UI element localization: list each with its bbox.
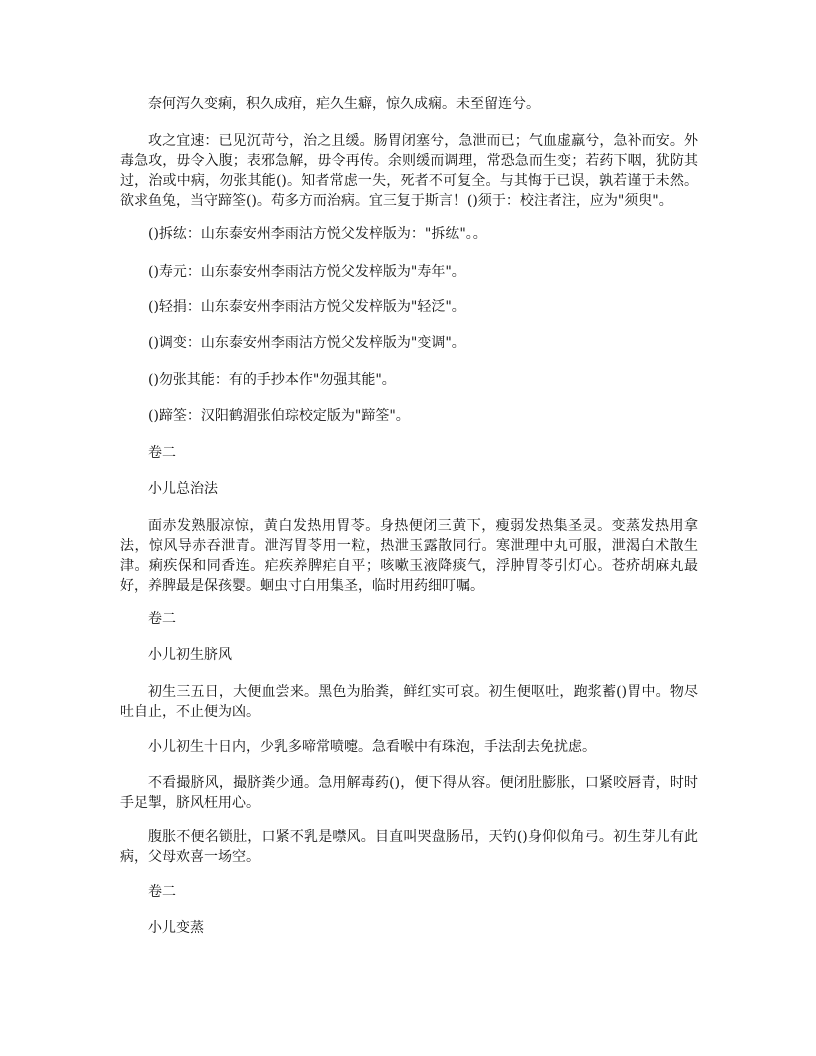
- paragraph-9: 面赤发熟服凉惊，黄白发热用胃苓。身热便闭三黄下，瘦弱发热集圣灵。变蒸发热用拿法，惊风导赤吞泄青。泄泻胃苓用一粒，热泄玉露散同行。寒泄理中丸可服，泄渴白术散生津。痢疾保和同香连。疟疾养脾疟自平；咳嗽玉液降痰气，浮肿胃苓引灯心。苍疥胡麻丸最好，养脾最是保孩婴。蛔虫寸白用集圣，临时用药细叮嘱。: [120, 518, 698, 594]
- paragraph-1: 奈何泻久变痢，积久成疳，疟久生癖，惊久成痫。未至留连兮。: [148, 96, 540, 112]
- section-heading: 卷二: [148, 884, 176, 900]
- section-title: 小儿总治法: [148, 481, 218, 497]
- section-heading: 卷二: [148, 445, 176, 461]
- paragraph-2: 攻之宜速：已见沉苛兮，治之且缓。肠胃闭塞兮，急泄而已；气血虚羸兮，急补而安。外毒急攻，毋令入腹；表邪急解，毋令再传。余则缓而调理，常恐急而生变；若药下咽，犹防其过，治或中病，勿张其能()。知者常虑一失，死者不可复全。与其悔于已误，孰若谨于未然。欲求鱼兔，当守蹄筌()。苟多方而治病。宜三复于斯言！()须于：校注者注，应为"须臾"。: [120, 133, 698, 209]
- paragraph-8: ()蹄筌：汉阳鹤湄张伯琮校定版为"蹄筌"。: [148, 408, 410, 424]
- paragraph-7: ()勿张其能：有的手抄本作"勿强其能"。: [148, 372, 396, 388]
- section-title: 小儿变蒸: [148, 920, 204, 936]
- paragraph-4: ()寿元：山东泰安州李雨沽方悦父发梓版为"寿年"。: [148, 264, 466, 280]
- paragraph-10: 初生三五日，大便血尝来。黑色为胎粪，鲜红实可哀。初生便呕吐，跑浆蓄()胃中。物尽吐自止，不止便为凶。: [120, 684, 698, 720]
- paragraph-11: 小儿初生十日内，少乳多啼常喷嚏。急看喉中有珠泡，手法刮去免扰虑。: [148, 739, 596, 755]
- paragraph-12: 不看撮脐风，撮脐粪少通。急用解毒药()，便下得从容。便闭肚膨胀，口紧咬唇青，时时手足掣，脐风枉用心。: [120, 775, 698, 811]
- paragraph-6: ()调变：山东泰安州李雨沽方悦父发梓版为"变调"。: [148, 335, 466, 351]
- section-title: 小儿初生脐风: [148, 647, 232, 663]
- section-heading: 卷二: [148, 611, 176, 627]
- paragraph-5: ()轻捐：山东泰安州李雨沽方悦父发梓版为"轻泛"。: [148, 299, 466, 315]
- paragraph-3: ()拆纮：山东泰安州李雨沽方悦父发梓版为："拆纮"。。: [148, 226, 487, 242]
- paragraph-13: 腹胀不便名锁肚，口紧不乳是噤风。目直叫哭盘肠吊，天钓()身仰似角弓。初生芽儿有此病，父母欢喜一场空。: [120, 829, 698, 865]
